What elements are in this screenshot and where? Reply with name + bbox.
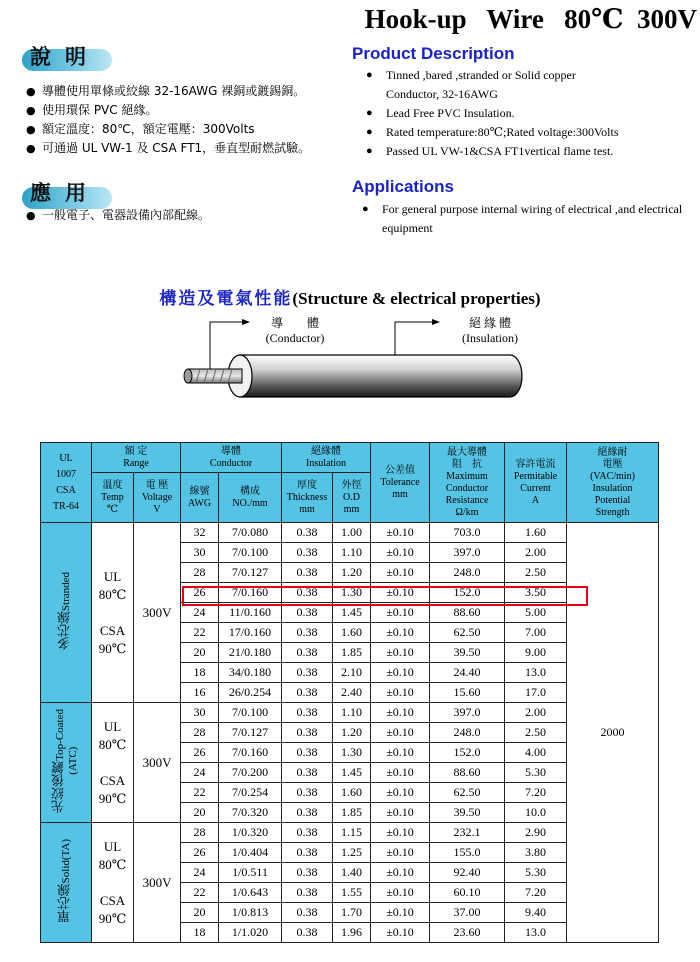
current-cell: 4.00 — [505, 743, 567, 763]
group-voltage: 300V — [134, 523, 181, 703]
tolerance-cell: ±0.10 — [371, 763, 430, 783]
structure-title-zh: 構造及電氣性能 — [159, 289, 293, 309]
tolerance-cell: ±0.10 — [371, 843, 430, 863]
thickness-cell: 0.38 — [282, 703, 333, 723]
construction-cell: 7/0.080 — [219, 523, 282, 543]
insulation-strength-cell: 2000 — [567, 523, 659, 943]
rating-header: 額 定 Range — [92, 443, 181, 473]
group-label-text — [59, 572, 73, 650]
tolerance-cell: ±0.10 — [371, 643, 430, 663]
current-cell: 1.60 — [505, 523, 567, 543]
resistance-cell: 152.0 — [430, 743, 505, 763]
od-cell: 1.85 — [333, 643, 371, 663]
en-desc-item: ● Tinned ,bared ,stranded or Solid copper Conductor, 32-16AWG — [362, 66, 632, 104]
thickness-cell: 0.38 — [282, 583, 333, 603]
group-voltage: 300V — [134, 823, 181, 943]
current-cell: 3.50 — [505, 583, 567, 603]
awg-cell: 24 — [181, 863, 219, 883]
en-desc-item: ● Rated temperature:80℃;Rated voltage:300Volts — [362, 123, 632, 142]
group-label-text — [59, 839, 73, 922]
en-app-heading: Applications — [352, 177, 455, 196]
od-cell: 1.70 — [333, 903, 371, 923]
construction-cell: 7/0.320 — [219, 803, 282, 823]
tolerance-cell: ±0.10 — [371, 683, 430, 703]
resistance-cell: 62.50 — [430, 623, 505, 643]
cn-desc-list — [26, 82, 310, 158]
resistance-cell: 23.60 — [430, 923, 505, 943]
group-temp: UL 80℃ CSA 90℃ — [92, 523, 134, 703]
construction-header: 構成 NO./mm — [219, 473, 282, 523]
construction-cell: 7/0.160 — [219, 743, 282, 763]
cn-desc-item: ● 使用環保 PVC 絕緣。 — [26, 101, 310, 120]
current-cell: 2.00 — [505, 543, 567, 563]
cn-app-item: ● 一般電子、電器設備內部配線。 — [26, 206, 210, 225]
insulation-arrow-icon — [432, 319, 440, 325]
tolerance-cell: ±0.10 — [371, 903, 430, 923]
construction-cell: 7/0.100 — [219, 543, 282, 563]
insulation-label — [440, 316, 540, 346]
construction-cell: 1/0.404 — [219, 843, 282, 863]
conductor-end — [184, 369, 192, 383]
tolerance-cell: ±0.10 — [371, 883, 430, 903]
awg-cell: 28 — [181, 723, 219, 743]
resistance-cell: 248.0 — [430, 563, 505, 583]
insulation-jacket — [240, 355, 522, 397]
group-label-zh: 先絞後鍍 — [51, 760, 67, 813]
current-cell: 17.0 — [505, 683, 567, 703]
awg-cell: 24 — [181, 763, 219, 783]
resistance-cell: 62.50 — [430, 783, 505, 803]
temp-header: 溫度 Temp ℃ — [92, 473, 134, 523]
resistance-cell: 15.60 — [430, 683, 505, 703]
group-label — [41, 523, 92, 703]
group-label-en: Stranded — [60, 571, 72, 612]
construction-cell: 7/0.254 — [219, 783, 282, 803]
awg-cell: 30 — [181, 703, 219, 723]
construction-cell: 7/0.127 — [219, 723, 282, 743]
cn-desc-item: ● 導體使用單條或絞線 32-16AWG 裸銅或鍍錫銅。 — [26, 82, 310, 101]
current-cell: 9.00 — [505, 643, 567, 663]
thickness-cell: 0.38 — [282, 603, 333, 623]
construction-cell: 21/0.180 — [219, 643, 282, 663]
od-cell: 1.55 — [333, 883, 371, 903]
group-label — [41, 823, 92, 943]
resistance-cell: 88.60 — [430, 763, 505, 783]
current-header: 容許電流 Permitable Current A — [505, 443, 567, 523]
awg-cell: 22 — [181, 623, 219, 643]
current-cell: 7.20 — [505, 783, 567, 803]
od-cell: 1.20 — [333, 723, 371, 743]
awg-cell: 26 — [181, 743, 219, 763]
page-title: Hook-up Wire 80℃ 300V — [364, 4, 697, 34]
conductor-header: 導體 Conductor — [181, 443, 282, 473]
en-desc-list — [362, 66, 632, 161]
tolerance-cell: ±0.10 — [371, 623, 430, 643]
current-cell: 13.0 — [505, 923, 567, 943]
std-header: UL 1007 CSA TR-64 — [41, 443, 92, 523]
construction-cell: 7/0.200 — [219, 763, 282, 783]
od-cell: 1.10 — [333, 543, 371, 563]
group-temp: UL 80℃ CSA 90℃ — [92, 703, 134, 823]
group-label-en: Solid(TA) — [60, 839, 72, 884]
group-temp: UL 80℃ CSA 90℃ — [92, 823, 134, 943]
od-cell: 2.40 — [333, 683, 371, 703]
thickness-cell: 0.38 — [282, 923, 333, 943]
tolerance-cell: ±0.10 — [371, 803, 430, 823]
structure-title-en: (Structure & electrical properties) — [292, 289, 541, 308]
od-cell: 1.25 — [333, 843, 371, 863]
awg-cell: 26 — [181, 843, 219, 863]
current-cell: 5.30 — [505, 763, 567, 783]
od-cell: 2.10 — [333, 663, 371, 683]
resistance-cell: 92.40 — [430, 863, 505, 883]
current-cell: 7.00 — [505, 623, 567, 643]
en-app-list — [358, 200, 688, 238]
thickness-cell: 0.38 — [282, 623, 333, 643]
tolerance-cell: ±0.10 — [371, 743, 430, 763]
thickness-cell: 0.38 — [282, 523, 333, 543]
od-cell: 1.00 — [333, 523, 371, 543]
tolerance-cell: ±0.10 — [371, 823, 430, 843]
construction-cell: 1/0.320 — [219, 823, 282, 843]
insulation-label-en: (Insulation) — [462, 331, 518, 345]
od-header: 外徑 O.D mm — [333, 473, 371, 523]
awg-cell: 22 — [181, 883, 219, 903]
od-cell: 1.85 — [333, 803, 371, 823]
conductor-arrow-icon — [242, 319, 250, 325]
thickness-cell: 0.38 — [282, 783, 333, 803]
en-desc-item: ● Lead Free PVC Insulation. — [362, 104, 632, 123]
en-desc-heading: Product Description — [352, 44, 515, 63]
cn-app-list — [26, 206, 210, 225]
tolerance-cell: ±0.10 — [371, 663, 430, 683]
table-row — [41, 703, 659, 723]
awg-cell: 30 — [181, 543, 219, 563]
construction-cell: 1/0.511 — [219, 863, 282, 883]
group-label — [41, 703, 92, 823]
construction-cell: 7/0.127 — [219, 563, 282, 583]
thickness-header: 厚度 Thickness mm — [282, 473, 333, 523]
current-cell: 2.50 — [505, 563, 567, 583]
od-cell: 1.40 — [333, 863, 371, 883]
resistance-cell: 152.0 — [430, 583, 505, 603]
volt-header: 電 壓 Voltage V — [134, 473, 181, 523]
construction-cell: 7/0.100 — [219, 703, 282, 723]
resistance-cell: 232.1 — [430, 823, 505, 843]
tolerance-cell: ±0.10 — [371, 723, 430, 743]
current-cell: 10.0 — [505, 803, 567, 823]
awg-cell: 20 — [181, 803, 219, 823]
thickness-cell: 0.38 — [282, 683, 333, 703]
resistance-cell: 60.10 — [430, 883, 505, 903]
insulation-label-zh: 絕 緣 體 — [468, 316, 511, 330]
tolerance-cell: ±0.10 — [371, 783, 430, 803]
resistance-cell: 248.0 — [430, 723, 505, 743]
od-cell: 1.45 — [333, 763, 371, 783]
thickness-cell: 0.38 — [282, 723, 333, 743]
cn-desc-item: ● 額定溫度：80℃，額定電壓：300Volts — [26, 120, 310, 139]
tolerance-header: 公差值 Tolerance mm — [371, 443, 430, 523]
current-cell: 2.90 — [505, 823, 567, 843]
od-cell: 1.15 — [333, 823, 371, 843]
od-cell: 1.60 — [333, 783, 371, 803]
en-app-item: ● For general purpose internal wiring of electrical ,and electrical equipment — [358, 200, 688, 238]
cn-desc-heading: 說明 — [30, 45, 100, 69]
table-row — [41, 823, 659, 843]
thickness-cell: 0.38 — [282, 843, 333, 863]
awg-cell: 16 — [181, 683, 219, 703]
conductor-label-en: (Conductor) — [265, 331, 325, 345]
od-cell: 1.20 — [333, 563, 371, 583]
conductor-label — [250, 316, 340, 346]
construction-cell: 1/0.813 — [219, 903, 282, 923]
tolerance-cell: ±0.10 — [371, 543, 430, 563]
spec-table — [40, 442, 659, 943]
structure-title — [0, 284, 700, 309]
current-cell: 5.00 — [505, 603, 567, 623]
construction-cell: 17/0.160 — [219, 623, 282, 643]
construction-cell: 1/0.643 — [219, 883, 282, 903]
thickness-cell: 0.38 — [282, 863, 333, 883]
current-cell: 13.0 — [505, 663, 567, 683]
group-label-text — [53, 709, 80, 813]
thickness-cell: 0.38 — [282, 763, 333, 783]
group-label-zh: 多芯線 — [58, 611, 73, 651]
resistance-cell: 88.60 — [430, 603, 505, 623]
group-voltage: 300V — [134, 703, 181, 823]
construction-cell: 34/0.180 — [219, 663, 282, 683]
group-label-en: Top-Coated (ATC) — [53, 709, 79, 776]
awg-cell: 26 — [181, 583, 219, 603]
thickness-cell: 0.38 — [282, 743, 333, 763]
tolerance-cell: ±0.10 — [371, 563, 430, 583]
tolerance-cell: ±0.10 — [371, 703, 430, 723]
insulation-leader-line — [395, 322, 432, 360]
resistance-cell: 39.50 — [430, 643, 505, 663]
thickness-cell: 0.38 — [282, 903, 333, 923]
awg-cell: 22 — [181, 783, 219, 803]
resistance-cell: 155.0 — [430, 843, 505, 863]
thickness-cell: 0.38 — [282, 643, 333, 663]
current-cell: 3.80 — [505, 843, 567, 863]
conductor-label-zh: 導 體 — [270, 316, 319, 330]
insulation-header: 絕緣體 Insulation — [282, 443, 371, 473]
resistance-cell: 39.50 — [430, 803, 505, 823]
thickness-cell: 0.38 — [282, 663, 333, 683]
tolerance-cell: ±0.10 — [371, 923, 430, 943]
resistance-cell: 397.0 — [430, 543, 505, 563]
awg-cell: 32 — [181, 523, 219, 543]
awg-cell: 28 — [181, 823, 219, 843]
awg-cell: 28 — [181, 563, 219, 583]
awg-cell: 20 — [181, 903, 219, 923]
construction-cell: 11/0.160 — [219, 603, 282, 623]
resistance-cell: 24.40 — [430, 663, 505, 683]
current-cell: 2.50 — [505, 723, 567, 743]
voltage-strength-header: 絕緣耐 電壓 (VAC/min) Insulation Potential Strength — [567, 443, 659, 523]
od-cell: 1.10 — [333, 703, 371, 723]
current-cell: 5.30 — [505, 863, 567, 883]
thickness-cell: 0.38 — [282, 803, 333, 823]
thickness-cell: 0.38 — [282, 563, 333, 583]
tolerance-cell: ±0.10 — [371, 603, 430, 623]
construction-cell: 7/0.160 — [219, 583, 282, 603]
current-cell: 2.00 — [505, 703, 567, 723]
awg-cell: 18 — [181, 663, 219, 683]
current-cell: 9.40 — [505, 903, 567, 923]
tolerance-cell: ±0.10 — [371, 523, 430, 543]
od-cell: 1.30 — [333, 743, 371, 763]
awg-cell: 24 — [181, 603, 219, 623]
od-cell: 1.30 — [333, 583, 371, 603]
thickness-cell: 0.38 — [282, 883, 333, 903]
thickness-cell: 0.38 — [282, 543, 333, 563]
construction-cell: 26/0.254 — [219, 683, 282, 703]
awg-cell: 20 — [181, 643, 219, 663]
cn-app-heading: 應用 — [30, 181, 100, 205]
group-label-zh: 單芯線 — [58, 883, 73, 923]
en-desc-item: ● Passed UL VW-1&CSA FT1vertical flame test. — [362, 142, 632, 161]
spec-table-body — [41, 523, 659, 943]
awg-cell: 18 — [181, 923, 219, 943]
tolerance-cell: ±0.10 — [371, 583, 430, 603]
table-row — [41, 523, 659, 543]
od-cell: 1.96 — [333, 923, 371, 943]
od-cell: 1.60 — [333, 623, 371, 643]
awg-header: 線號 AWG — [181, 473, 219, 523]
resistance-cell: 703.0 — [430, 523, 505, 543]
od-cell: 1.45 — [333, 603, 371, 623]
current-cell: 7.20 — [505, 883, 567, 903]
cn-desc-item: ● 可通過 UL VW-1 及 CSA FT1，垂直型耐燃試驗。 — [26, 139, 310, 158]
resistance-header: 最大導體 阻 抗 Maximum Conductor Resistance Ω/km — [430, 443, 505, 523]
construction-cell: 1/1.020 — [219, 923, 282, 943]
tolerance-cell: ±0.10 — [371, 863, 430, 883]
resistance-cell: 37.00 — [430, 903, 505, 923]
thickness-cell: 0.38 — [282, 823, 333, 843]
resistance-cell: 397.0 — [430, 703, 505, 723]
